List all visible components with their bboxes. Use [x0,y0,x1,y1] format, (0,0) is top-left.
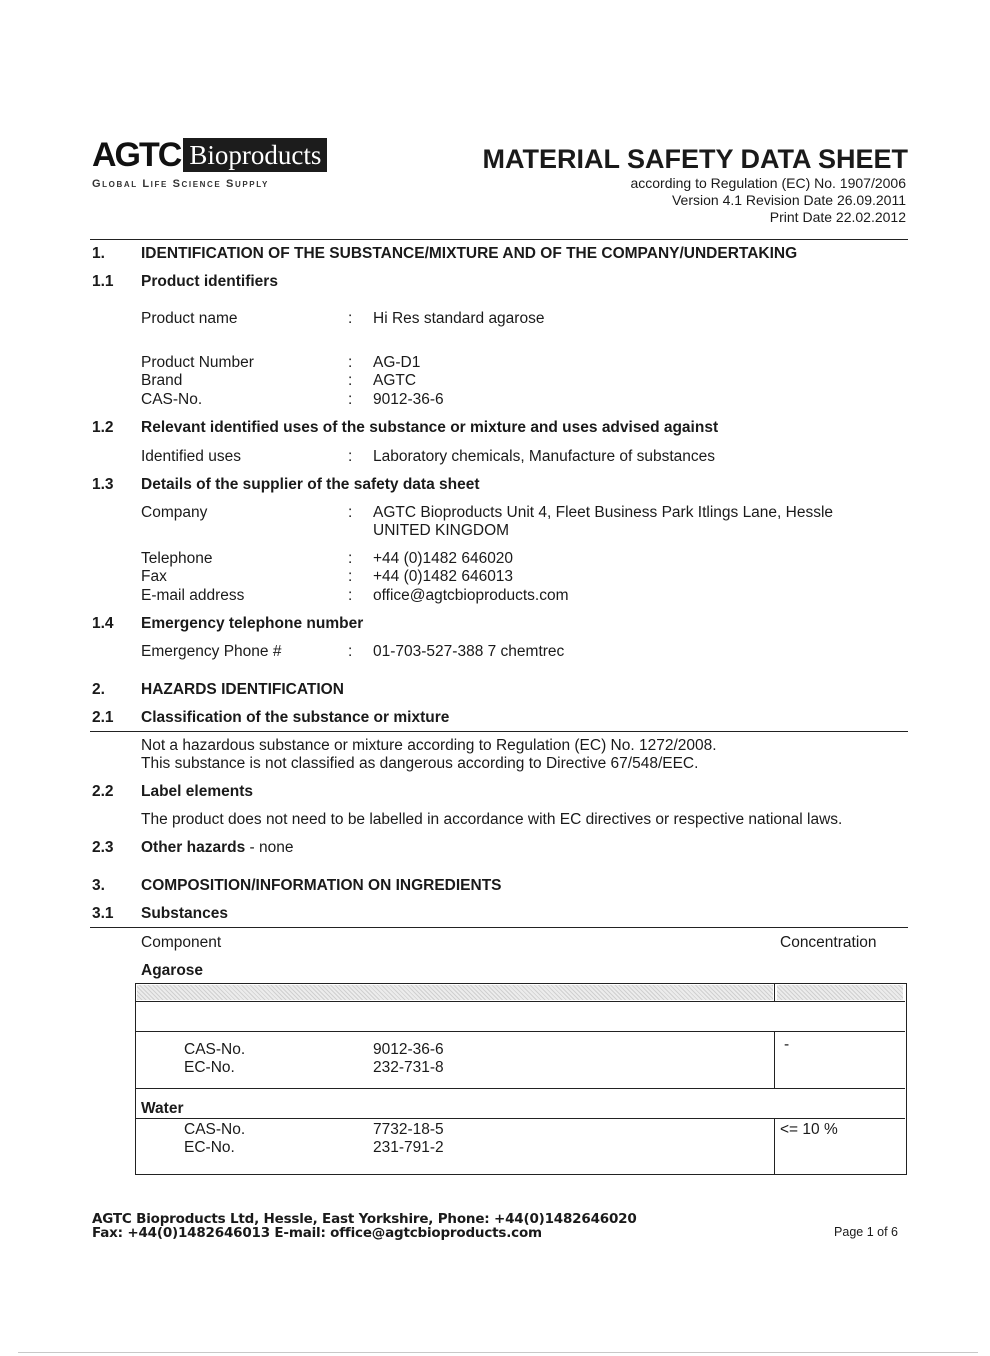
table-column-divider [774,1031,775,1089]
section-3-number: 3. [92,877,105,894]
identified-uses-value: Laboratory chemicals, Manufacture of substances [373,448,716,465]
section-1-2-title: Relevant identified uses of the substance or mixture and uses advised against [141,419,719,436]
email-value: office@agtcbioproducts.com [373,587,569,604]
fax-label: Fax [141,568,167,585]
other-hazards-text: - none [245,839,294,856]
section-3-1-number: 3.1 [92,905,114,922]
cas-value: 9012-36-6 [373,391,444,408]
section-2-3-number: 2.3 [92,839,114,856]
colon: : [348,354,353,371]
classification-line1: Not a hazardous substance or mixture according to Regulation (EC) No. 1272/2008. [141,737,717,754]
table-divider [136,1031,905,1032]
emergency-phone-label: Emergency Phone # [141,643,282,660]
section-1-4-number: 1.4 [92,615,114,632]
section-2-3-title: Other hazards [141,839,246,856]
water-ec-label: EC-No. [184,1139,235,1156]
colon: : [348,504,353,521]
water-concentration: <= 10 % [780,1121,838,1138]
table-divider [136,1118,905,1119]
email-label: E-mail address [141,587,245,604]
agarose-cas-label: CAS-No. [184,1041,246,1058]
concentration-column-header: Concentration [780,934,877,951]
section-2-3-line [141,839,294,857]
section-2-number: 2. [92,681,105,698]
table-divider [136,1001,905,1002]
telephone-label: Telephone [141,550,213,567]
section-1-3-number: 1.3 [92,476,114,493]
brand-logo [92,138,327,172]
telephone-value: +44 (0)1482 646020 [373,550,514,567]
agarose-name: Agarose [141,962,204,979]
footer-contact-line: Fax: +44(0)1482646013 E-mail: office@agtcbioproducts.com [92,1225,542,1241]
section-1-1-number: 1.1 [92,273,114,290]
company-address-line2: UNITED KINGDOM [373,522,510,539]
product-number-label: Product Number [141,354,254,371]
section-2-2-title: Label elements [141,783,253,800]
section-1-rule [90,239,908,240]
section-1-1-title: Product identifiers [141,273,278,290]
fax-value: +44 (0)1482 646013 [373,568,514,585]
colon: : [348,310,353,327]
table-shaded-header [777,985,903,1000]
component-column-header: Component [141,934,222,951]
logo-word: Bioproducts [183,138,327,172]
document-title: MATERIAL SAFETY DATA SHEET [482,144,908,174]
section-3-title: COMPOSITION/INFORMATION ON INGREDIENTS [141,877,502,894]
water-ec-value: 231-791-2 [373,1139,444,1156]
logo-mark: AGTC [92,136,181,174]
colon: : [348,550,353,567]
agarose-ec-label: EC-No. [184,1059,235,1076]
colon: : [348,391,353,408]
footer-company-line: AGTC Bioproducts Ltd, Hessle, East Yorkshire, Phone: +44(0)1482646020 [92,1211,637,1227]
agarose-ec-value: 232-731-8 [373,1059,444,1076]
identified-uses-label: Identified uses [141,448,241,465]
brand-label: Brand [141,372,183,389]
section-3-1-rule [90,927,908,928]
version-line: Version 4.1 Revision Date 26.09.2011 [671,192,906,208]
water-name: Water [141,1100,184,1117]
section-1-4-title: Emergency telephone number [141,615,364,632]
emergency-phone-value: 01-703-527-388 7 chemtrec [373,643,565,660]
section-1-3-title: Details of the supplier of the safety data sheet [141,476,480,493]
colon: : [348,587,353,604]
section-2-title: HAZARDS IDENTIFICATION [141,681,344,698]
agarose-cas-value: 9012-36-6 [373,1041,444,1058]
classification-line2: This substance is not classified as dangerous according to Directive 67/548/EEC. [141,755,699,772]
section-1-number: 1. [92,245,105,262]
section-1-title: IDENTIFICATION OF THE SUBSTANCE/MIXTURE AND OF THE COMPANY/UNDERTAKING [141,245,798,262]
company-label: Company [141,504,208,521]
colon: : [348,568,353,585]
section-1-2-number: 1.2 [92,419,114,436]
ingredients-table [135,983,907,1175]
section-2-2-number: 2.2 [92,783,114,800]
company-address-line1: AGTC Bioproducts Unit 4, Fleet Business Park Itlings Lane, Hessle [373,504,834,521]
section-2-1-number: 2.1 [92,709,114,726]
scan-edge-line [18,1352,978,1353]
table-divider [136,1088,905,1089]
water-cas-label: CAS-No. [184,1121,246,1138]
brand-value: AGTC [373,372,417,389]
colon: : [348,448,353,465]
tagline: Global Life Science Supply [92,178,269,190]
agarose-concentration: - [784,1036,790,1053]
colon: : [348,372,353,389]
water-cas-value: 7732-18-5 [373,1121,444,1138]
section-2-1-rule [90,731,908,732]
section-2-1-title: Classification of the substance or mixture [141,709,450,726]
print-date: Print Date 22.02.2012 [769,209,906,225]
section-3-1-title: Substances [141,905,229,922]
product-name-label: Product name [141,310,238,327]
colon: : [348,643,353,660]
table-column-divider [774,1118,775,1174]
table-shaded-header [137,985,773,1000]
page-number: Page 1 of 6 [834,1225,898,1239]
cas-label: CAS-No. [141,391,203,408]
product-name-value: Hi Res standard agarose [373,310,545,327]
product-number-value: AG-D1 [373,354,421,371]
label-elements-text: The product does not need to be labelled in accordance with EC directives or respective national laws. [141,811,843,828]
table-column-divider [774,984,775,1002]
regulation-line: according to Regulation (EC) No. 1907/2006 [630,175,906,191]
